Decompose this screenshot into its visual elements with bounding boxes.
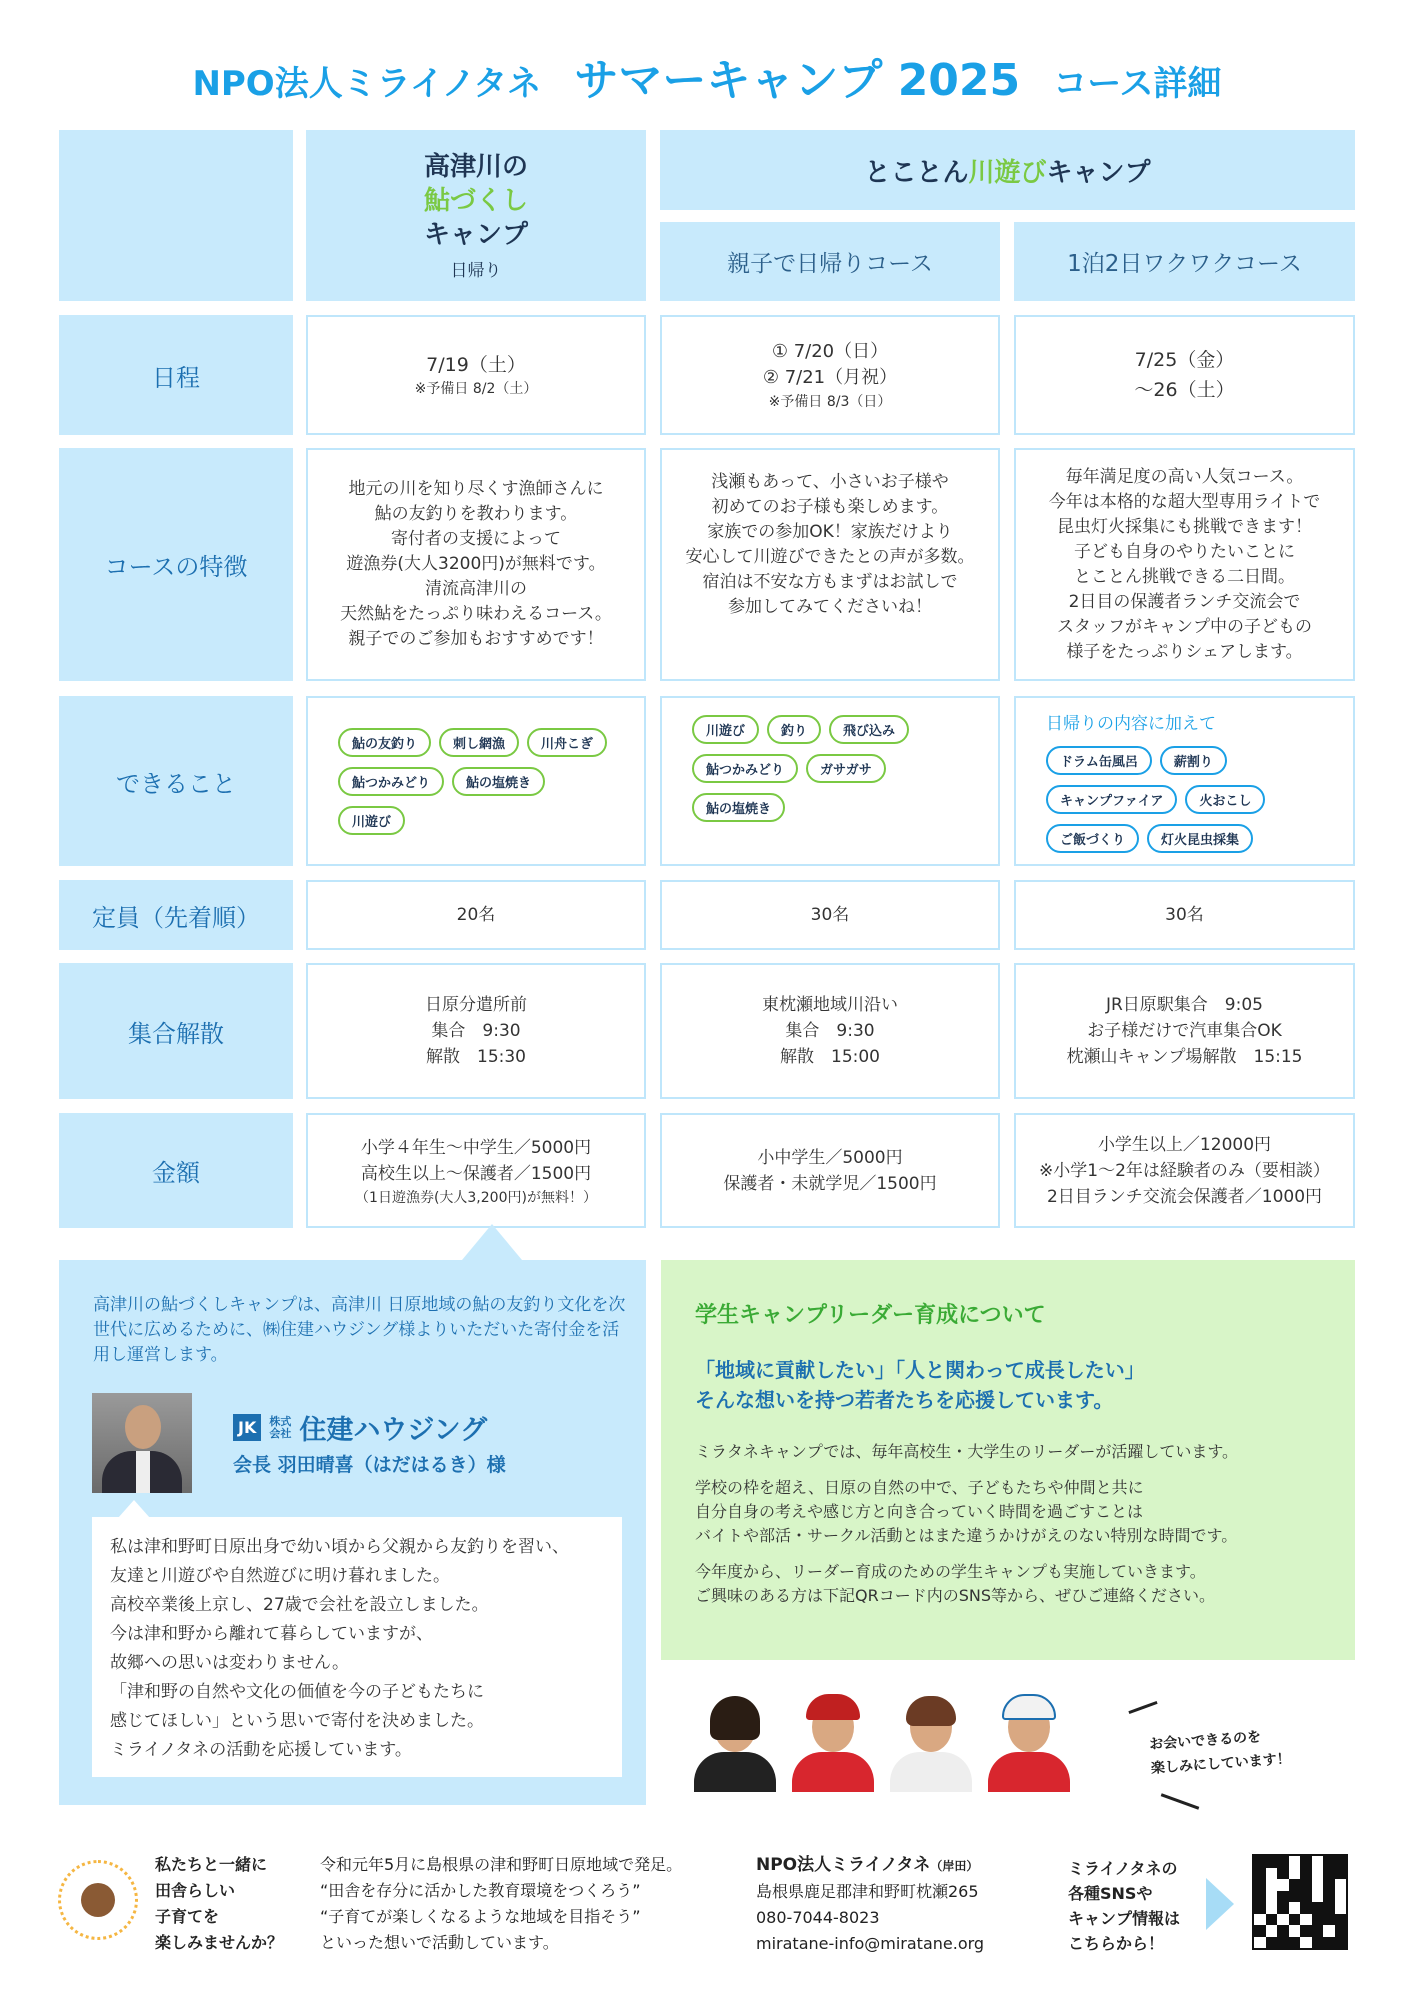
text-line: 高校卒業後上京し、27歳で会社を設立しました。 [110, 1595, 489, 1615]
qr-module [1323, 1891, 1335, 1903]
meet-line2: 楽しみにしています！ [1150, 1751, 1292, 1777]
text-line: といった想いで活動しています。 [320, 1933, 559, 1952]
qr-module [1312, 1937, 1324, 1949]
qr-module [1312, 1856, 1324, 1868]
river-night-course-header: 1泊2日ワクワクコース [1014, 222, 1355, 301]
text-line: 東枕瀬地域川沿い [762, 995, 898, 1015]
qr-module [1300, 1856, 1312, 1868]
qr-module [1323, 1856, 1335, 1868]
text-line: 昆虫灯火採集にも挑戦できます！ [1057, 516, 1312, 537]
meeting-label: 集合解散 [59, 963, 293, 1099]
qr-module [1312, 1879, 1324, 1891]
schedule-ayu [306, 315, 646, 435]
schedule-day-line2: ② 7/21（月祝） [762, 367, 898, 388]
qr-module [1323, 1925, 1335, 1937]
ayu-title-sub: 日帰り [450, 261, 502, 281]
qr-module [1266, 1856, 1278, 1868]
text-line: 田舎らしい [155, 1881, 236, 1900]
text-line: 枕瀬山キャンプ場解散 15:15 [1066, 1047, 1303, 1067]
panel-pointer [462, 1224, 522, 1260]
title-org: NPO法人ミライノタネ [192, 64, 542, 104]
schedule-label: 日程 [59, 315, 293, 435]
text-line: ※小学1～2年は経験者のみ（要相談） [1039, 1160, 1330, 1181]
qr-module [1312, 1914, 1324, 1926]
ayu-title-line1: 高津川の [423, 152, 528, 182]
text-line: 小学４年生～中学生／5000円 [360, 1137, 592, 1158]
page-title [0, 44, 1414, 108]
meeting-night [1014, 963, 1355, 1099]
text-line: 地元の川を知り尽くす漁師さんに [348, 479, 604, 499]
ayu-title-line2: 鮎づくし [423, 186, 528, 216]
text-line: 解散 15:30 [426, 1047, 526, 1067]
text-line: “田舎を存分に活かした教育環境をつくろう” [320, 1881, 641, 1900]
leader-sub1: 「地域に貢献したい」「人と関わって成長したい」 [695, 1358, 1145, 1382]
text-line: 高校生以上～保護者／1500円 [360, 1163, 592, 1184]
text-line: とことん挑戦できる二日間。 [1074, 566, 1295, 587]
schedule-night-line2: ～26（土） [1134, 379, 1235, 401]
text-line: 宿泊は不安な方もまずはお試しで [702, 571, 958, 592]
meeting-day [660, 963, 1000, 1099]
activities-label: できること [59, 696, 293, 866]
qr-module [1300, 1891, 1312, 1903]
decor-dash [1128, 1701, 1157, 1714]
qr-module [1254, 1914, 1266, 1926]
leader-body [695, 1440, 1335, 1620]
qr-module [1254, 1891, 1266, 1903]
text-line: 保護者・未就学児／1500円 [723, 1173, 937, 1194]
text-line: “子育てが楽しくなるような地域を目指そう” [320, 1907, 641, 1926]
qr-module [1289, 1925, 1301, 1937]
text-line: 今年は本格的な超大型専用ライトで [1048, 491, 1321, 512]
price-day [660, 1113, 1000, 1228]
text-line: 解散 15:00 [780, 1047, 880, 1067]
qr-module [1277, 1891, 1289, 1903]
text-line: 「津和野の自然や文化の価値を今の子どもたちに [110, 1682, 484, 1702]
qr-module [1277, 1937, 1289, 1949]
text-line: 参加してみてくださいね！ [728, 596, 932, 617]
qr-module [1335, 1937, 1347, 1949]
qr-module [1266, 1868, 1278, 1880]
schedule-day-note: ※予備日 8/3（日） [768, 394, 892, 410]
river-title-green: 川遊び [968, 157, 1047, 188]
qr-module [1277, 1914, 1289, 1926]
leader-sub2: そんな想いを持つ若者たちを応援しています。 [695, 1388, 1114, 1412]
qr-module [1335, 1868, 1347, 1880]
leader-p1: ミラタネキャンプでは、毎年高校生・大学生のリーダーが活躍しています。 [695, 1442, 1239, 1461]
qr-module [1277, 1868, 1289, 1880]
sponsor-message [92, 1517, 622, 1777]
features-night [1014, 448, 1355, 681]
qr-module [1335, 1914, 1347, 1926]
footer-contact [756, 1852, 984, 1957]
qr-module [1323, 1879, 1335, 1891]
footer-sns [1068, 1856, 1180, 1956]
activities-ayu [306, 696, 646, 866]
price-ayu [306, 1113, 646, 1228]
activity-tag: 川舟こぎ [527, 728, 607, 757]
river-title-pre: とことん [864, 157, 969, 188]
text-line: 日原分遣所前 [425, 995, 527, 1015]
text-line: 遊漁券(大人3200円)が無料です。 [346, 554, 606, 574]
qr-module [1312, 1902, 1324, 1914]
qr-module [1277, 1902, 1289, 1914]
decor-dash [1161, 1793, 1200, 1810]
text-line: 感じてほしい」という思いで寄付を決めました。 [110, 1711, 484, 1731]
qr-module [1323, 1902, 1335, 1914]
text-line: 2日目の保護者ランチ交流会で [1068, 591, 1301, 612]
activity-tag: 鮎つかみどり [692, 754, 798, 783]
staff-person [786, 1692, 880, 1792]
footer-email[interactable]: miratane-info@miratane.org [756, 1934, 985, 1953]
meeting-ayu [306, 963, 646, 1099]
qr-module [1335, 1856, 1347, 1868]
staff-person [982, 1692, 1076, 1792]
qr-module [1266, 1902, 1278, 1914]
text-line: 子ども自身のやりたいことに [1074, 541, 1295, 562]
text-line: JR日原駅集合 9:05 [1105, 995, 1263, 1015]
activity-tag: 鮎の友釣り [338, 728, 431, 757]
staff-person [884, 1692, 978, 1792]
activity-tag: 薪割り [1160, 746, 1227, 775]
qr-module [1289, 1879, 1301, 1891]
activity-tag: 鮎つかみどり [338, 767, 444, 796]
qr-module [1300, 1879, 1312, 1891]
activity-tag: キャンプファイア [1046, 785, 1177, 814]
qr-module [1289, 1868, 1301, 1880]
text-line: バイトや部活・サークル活動とはまた違うかけがえのない特別な時間です。 [695, 1526, 1238, 1545]
leader-p3 [695, 1560, 1335, 1608]
corner-cell [59, 130, 293, 301]
schedule-day [660, 315, 1000, 435]
text-line: 楽しみませんか？ [155, 1933, 284, 1952]
text-line: こちらから！ [1068, 1934, 1165, 1953]
text-line: 安心して川遊びできたとの声が多数。 [685, 546, 975, 567]
text-line: 浅瀬もあって、小さいお子様や [711, 471, 949, 492]
qr-module [1300, 1925, 1312, 1937]
text-line: 今は津和野から離れて暮らしていますが、 [110, 1624, 433, 1644]
capacity-ayu: 20名 [306, 880, 646, 950]
qr-module [1300, 1902, 1312, 1914]
qr-module [1300, 1914, 1312, 1926]
title-suffix: コース詳細 [1053, 64, 1222, 104]
qr-module [1289, 1891, 1301, 1903]
qr-module [1266, 1891, 1278, 1903]
qr-module [1266, 1914, 1278, 1926]
activity-tag: 川遊び [338, 806, 405, 835]
qr-module [1254, 1856, 1266, 1868]
qr-module [1323, 1868, 1335, 1880]
qr-module [1277, 1856, 1289, 1868]
meet-line1: お会いできるのを [1148, 1729, 1262, 1753]
sponsor-company-name: 住建ハウジング [299, 1415, 488, 1446]
qr-module [1312, 1891, 1324, 1903]
qr-module [1335, 1891, 1347, 1903]
text-line: 天然鮎をたっぷり味わえるコース。 [340, 604, 612, 624]
footer-about [320, 1852, 682, 1956]
text-line: 清流高津川の [424, 579, 527, 599]
qr-module [1312, 1868, 1324, 1880]
activities-night [1014, 696, 1355, 866]
schedule-day-line1: ① 7/20（日） [771, 341, 889, 362]
activity-tag: ご飯づくり [1046, 824, 1139, 853]
ayu-title-line3: キャンプ [423, 220, 528, 250]
activity-tag: 火おこし [1185, 785, 1265, 814]
text-line: 各種SNSや [1068, 1884, 1153, 1903]
text-line: スタッフがキャンプ中の子どもの [1057, 616, 1312, 637]
chairman-photo [92, 1393, 192, 1493]
capacity-day: 30名 [660, 880, 1000, 950]
title-main: サマーキャンプ 2025 [574, 55, 1021, 106]
sponsor-logo-kk2: 会社 [269, 1426, 292, 1440]
activity-tag: 川遊び [692, 715, 759, 744]
price-label: 金額 [59, 1113, 293, 1228]
river-day-course-header: 親子で日帰りコース [660, 222, 1000, 301]
footer-call [155, 1852, 283, 1956]
text-line: キャンプ情報は [1068, 1909, 1181, 1928]
text-line: 故郷への思いは変わりません。 [110, 1653, 350, 1673]
schedule-ayu-date: 7/19（土） [426, 354, 526, 376]
text-line: 親子でのご参加もおすすめです！ [348, 629, 604, 649]
activity-note: 日帰りの内容に加えて [1046, 714, 1216, 734]
sponsor-intro: 高津川の鮎づくしキャンプは、高津川 日原地域の鮎の友釣り文化を次世代に広めるために、㈱住建ハウジング様よりいただいた寄付金を活用し運営します。 [93, 1295, 626, 1365]
activity-tag: 灯火昆虫採集 [1147, 824, 1253, 853]
qr-module [1289, 1937, 1301, 1949]
schedule-night-line1: 7/25（金） [1134, 349, 1235, 371]
staff-photo [688, 1692, 1078, 1792]
features-label: コースの特徴 [59, 448, 293, 681]
qr-module [1335, 1925, 1347, 1937]
leader-p2 [695, 1476, 1335, 1548]
text-line: ご興味のある方は下記QRコード内のSNS等から、ぜひご連絡ください。 [695, 1586, 1215, 1605]
activity-tag: 鮎の塩焼き [692, 793, 785, 822]
arrow-right-icon [1206, 1878, 1234, 1930]
text-line: 小中学生／5000円 [757, 1147, 903, 1168]
sponsor-logo-kk1: 株式 [269, 1414, 292, 1428]
org-logo [58, 1860, 138, 1940]
activity-tag: ガサガサ [806, 754, 886, 783]
qr-code[interactable] [1252, 1854, 1348, 1950]
qr-module [1266, 1925, 1278, 1937]
text-line: お子様だけで汽車集合OK [1087, 1021, 1282, 1041]
qr-module [1335, 1879, 1347, 1891]
qr-module [1300, 1868, 1312, 1880]
schedule-night [1014, 315, 1355, 435]
text-line: 集合 9:30 [785, 1021, 875, 1041]
capacity-night: 30名 [1014, 880, 1355, 950]
message-pointer [118, 1500, 150, 1518]
activities-day [660, 696, 1000, 866]
qr-module [1254, 1937, 1266, 1949]
price-night [1014, 1113, 1355, 1228]
meet-message [1148, 1723, 1291, 1781]
activity-tag: 飛び込み [829, 715, 909, 744]
text-line: 様子をたっぷりシェアします。 [1066, 641, 1303, 662]
text-line: 私たちと一緒に [155, 1855, 268, 1874]
activity-tag: 刺し網漁 [439, 728, 519, 757]
river-title-post: キャンプ [1046, 157, 1151, 188]
text-line: 家族での参加OK！家族だけより [707, 521, 953, 542]
qr-module [1323, 1937, 1335, 1949]
text-line: ミライノタネの活動を応援しています。 [110, 1740, 412, 1760]
text-line: 寄付者の支援によって [390, 529, 561, 549]
text-line: 学校の枠を超え、日原の自然の中で、子どもたちや仲間と共に [695, 1478, 1144, 1497]
text-line: 鮎の友釣りを教わります。 [374, 504, 578, 524]
ayu-camp-header [306, 130, 646, 301]
qr-module [1254, 1925, 1266, 1937]
leader-subtitle [695, 1355, 1145, 1415]
features-ayu [306, 448, 646, 681]
qr-module [1254, 1868, 1266, 1880]
text-line: 2日目ランチ交流会保護者／1000円 [1046, 1186, 1323, 1207]
qr-module [1277, 1879, 1289, 1891]
river-camp-header [660, 130, 1355, 210]
sponsor-logo-mark: JK [233, 1414, 261, 1441]
text-line: 今年度から、リーダー育成のための学生キャンプも実施していきます。 [695, 1562, 1206, 1581]
qr-module [1289, 1914, 1301, 1926]
text-line: 令和元年5月に島根県の津和野町日原地域で発足。 [320, 1855, 683, 1874]
sponsor-chairman: 会長 羽田晴喜（はだはるき）様 [233, 1454, 506, 1476]
activity-tag: ドラム缶風呂 [1046, 746, 1152, 775]
text-line: 自分自身の考えや感じ方と向き合っていく時間を過ごすことは [695, 1502, 1144, 1521]
qr-module [1323, 1914, 1335, 1926]
sponsor-logo-kk [269, 1416, 291, 1440]
capacity-label: 定員（先着順） [59, 880, 293, 950]
schedule-ayu-note: ※予備日 8/2（土） [414, 381, 538, 397]
price-ayu-note: （1日遊漁券(大人3,200円)が無料！） [355, 1189, 597, 1206]
text-line: 集合 9:30 [431, 1021, 521, 1041]
text-line: 子育てを [155, 1907, 220, 1926]
text-line: 小学生以上／12000円 [1097, 1134, 1272, 1155]
activity-tag: 鮎の塩焼き [452, 767, 545, 796]
features-day [660, 448, 1000, 681]
footer-org-name: NPO法人ミライノタネ [756, 1855, 931, 1875]
text-line: 友達と川遊びや自然遊びに明け暮れました。 [110, 1566, 450, 1586]
qr-module [1289, 1902, 1301, 1914]
text-line: ミライノタネの [1068, 1859, 1178, 1878]
text-line: 毎年満足度の高い人気コース。 [1065, 466, 1304, 487]
qr-module [1266, 1937, 1278, 1949]
qr-module [1289, 1856, 1301, 1868]
footer-phone[interactable]: 080-7044-8023 [756, 1908, 880, 1927]
footer-org-person: （岸田） [930, 1859, 979, 1873]
sponsor-logo [233, 1408, 487, 1447]
leader-title: 学生キャンプリーダー育成について [695, 1303, 1046, 1328]
qr-module [1254, 1902, 1266, 1914]
staff-person [688, 1692, 782, 1792]
qr-module [1254, 1879, 1266, 1891]
qr-module [1312, 1925, 1324, 1937]
text-line: 私は津和野町日原出身で幼い頃から父親から友釣りを習い、 [110, 1537, 569, 1557]
activity-tag: 釣り [767, 715, 821, 744]
qr-module [1266, 1879, 1278, 1891]
qr-module [1277, 1925, 1289, 1937]
footer-address: 島根県鹿足郡津和野町枕瀬265 [756, 1882, 979, 1901]
qr-module [1300, 1937, 1312, 1949]
qr-module [1335, 1902, 1347, 1914]
text-line: 初めてのお子様も楽しめます。 [711, 496, 949, 517]
